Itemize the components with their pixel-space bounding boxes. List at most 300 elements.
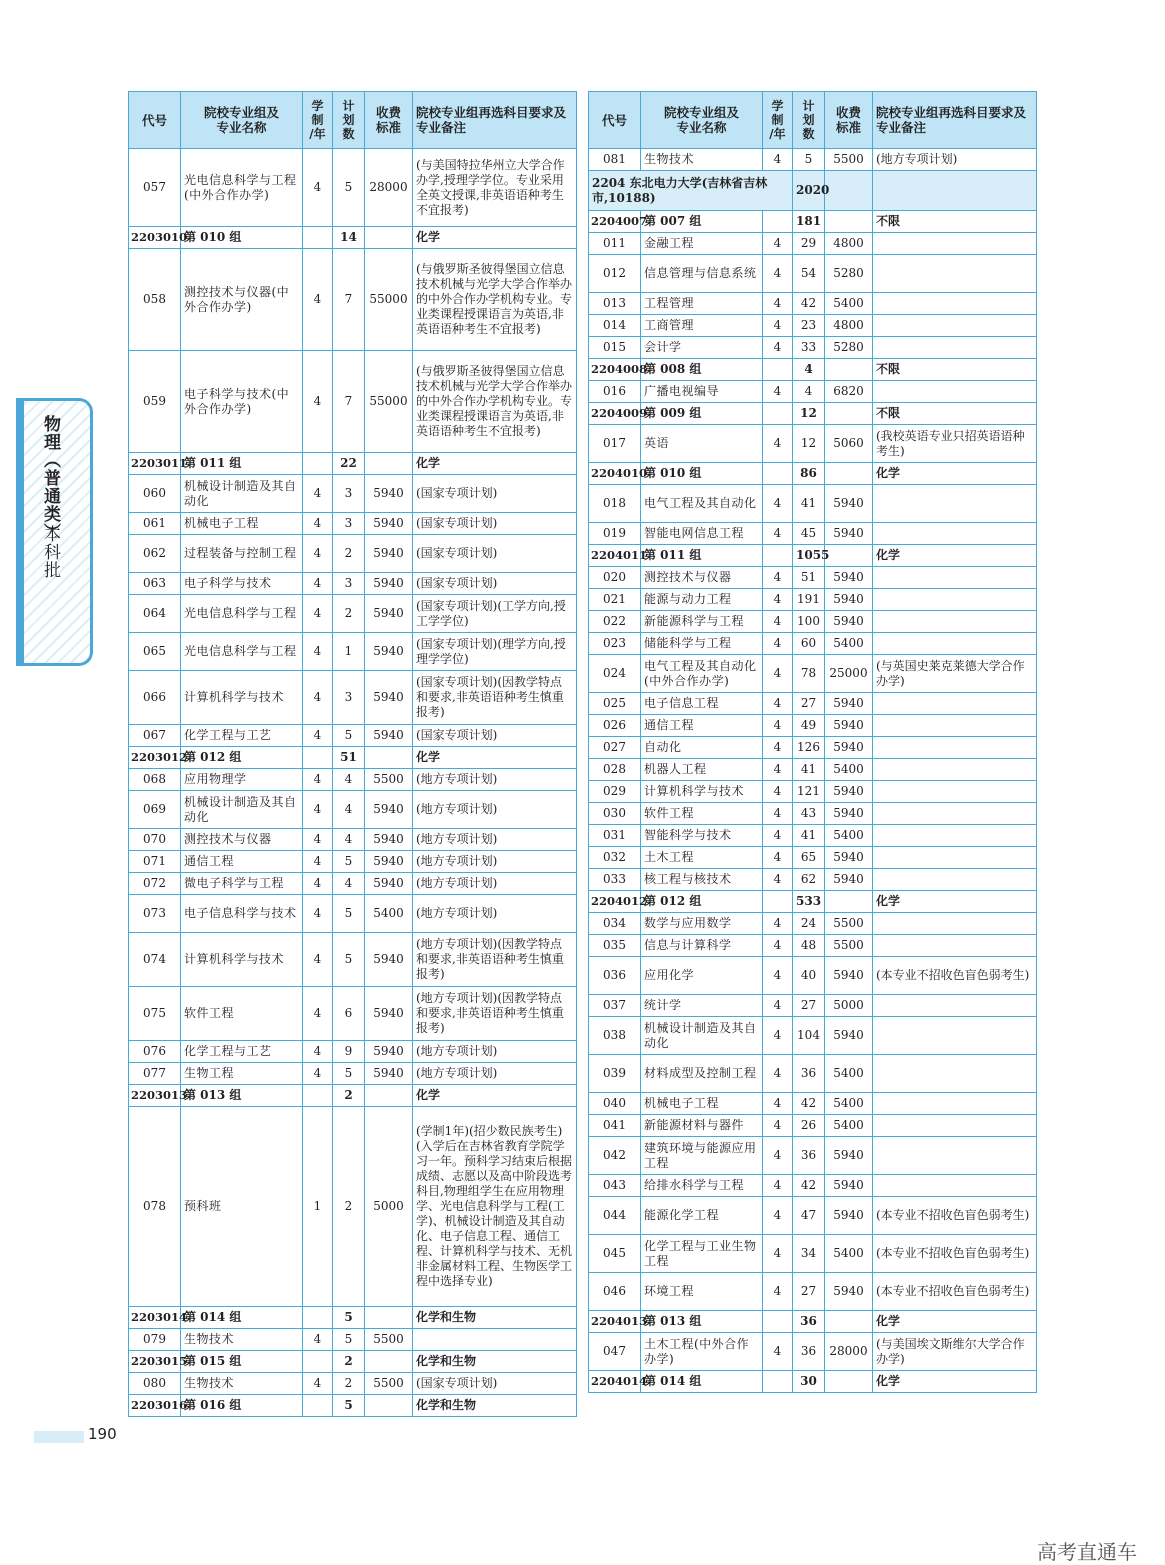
- study-years: 4: [763, 1273, 793, 1311]
- study-years: 4: [763, 1115, 793, 1137]
- group-subject-requirement: 化学: [873, 891, 1037, 913]
- major-name: 生物技术: [181, 1329, 303, 1351]
- tuition-fee: 5280: [825, 337, 873, 359]
- group-plan-count: 2: [333, 1085, 365, 1107]
- tuition-fee: 5940: [365, 851, 413, 873]
- major-name: 新能源科学与工程: [641, 611, 763, 633]
- group-code: 2204008: [589, 359, 641, 381]
- group-name: 第 009 组: [641, 403, 763, 425]
- plan-count: 41: [793, 825, 825, 847]
- major-note: (国家专项计划)(工学方向,授工学学位): [413, 595, 577, 633]
- group-fee-empty: [365, 1395, 413, 1417]
- major-code: 060: [129, 475, 181, 513]
- major-note: [873, 825, 1037, 847]
- major-name: 电子信息工程: [641, 693, 763, 715]
- group-code: 2204010: [589, 463, 641, 485]
- header-fee: 收费 标准: [365, 92, 413, 149]
- plan-count: 36: [793, 1055, 825, 1093]
- tuition-fee: 5940: [825, 611, 873, 633]
- table-row: [129, 873, 577, 895]
- plan-count: 47: [793, 1197, 825, 1235]
- major-name: 广播电视编导: [641, 381, 763, 403]
- group-fee-empty: [825, 1371, 873, 1393]
- group-years-empty: [763, 1311, 793, 1333]
- study-years: 4: [763, 149, 793, 171]
- group-years-empty: [303, 1351, 333, 1373]
- tuition-fee: 5940: [825, 803, 873, 825]
- table-header-row: [129, 92, 577, 149]
- group-fee-empty: [825, 403, 873, 425]
- major-code: 046: [589, 1273, 641, 1311]
- study-years: 4: [763, 523, 793, 545]
- table-row: [589, 935, 1037, 957]
- group-subject-requirement: 化学: [413, 453, 577, 475]
- major-name: 生物技术: [641, 149, 763, 171]
- header-note: 院校专业组再选科目要求及 专业备注: [873, 92, 1037, 149]
- plan-count: 27: [793, 995, 825, 1017]
- major-name: 测控技术与仪器: [641, 567, 763, 589]
- group-row: [589, 891, 1037, 913]
- group-fee-empty: [825, 891, 873, 913]
- major-code: 016: [589, 381, 641, 403]
- study-years: 4: [763, 913, 793, 935]
- group-plan-count: 22: [333, 453, 365, 475]
- major-note: [873, 589, 1037, 611]
- major-code: 076: [129, 1041, 181, 1063]
- group-row: [589, 1371, 1037, 1393]
- plan-count: 42: [793, 293, 825, 315]
- table-row: [129, 1373, 577, 1395]
- side-tab-category: 物理（普通类）: [40, 415, 60, 541]
- major-name: 计算机科学与技术: [181, 933, 303, 987]
- major-name: 电气工程及其自动化(中外合作办学): [641, 655, 763, 693]
- major-note: (地方专项计划): [413, 1041, 577, 1063]
- major-name: 储能科学与工程: [641, 633, 763, 655]
- major-note: (与俄罗斯圣彼得堡国立信息技术机械与光学大学合作举办的中外合作办学机构专业。专业类课程授课语言为英语,非英语语种考生不宜报考): [413, 249, 577, 351]
- major-code: 030: [589, 803, 641, 825]
- group-plan-count: 12: [793, 403, 825, 425]
- study-years: 4: [303, 895, 333, 933]
- group-name: 第 007 组: [641, 211, 763, 233]
- major-note: (本专业不招收色盲色弱考生): [873, 1273, 1037, 1311]
- table-row: [589, 693, 1037, 715]
- major-code: 029: [589, 781, 641, 803]
- group-code: 2204007: [589, 211, 641, 233]
- group-subject-requirement: 不限: [873, 403, 1037, 425]
- major-note: (国家专项计划)(理学方向,授理学学位): [413, 633, 577, 671]
- table-row: [589, 737, 1037, 759]
- tuition-fee: 5940: [825, 485, 873, 523]
- plan-count: 6: [333, 987, 365, 1041]
- group-row: [589, 359, 1037, 381]
- group-subject-requirement: 化学: [873, 1371, 1037, 1393]
- major-note: (与美国埃文斯维尔大学合作办学): [873, 1333, 1037, 1371]
- major-note: [873, 611, 1037, 633]
- major-name: 英语: [641, 425, 763, 463]
- study-years: 4: [763, 1197, 793, 1235]
- major-note: (地方专项计划): [413, 851, 577, 873]
- group-plan-count: 2: [333, 1351, 365, 1373]
- study-years: 4: [303, 595, 333, 633]
- tuition-fee: 5940: [825, 1273, 873, 1311]
- tuition-fee: 5400: [825, 293, 873, 315]
- major-note: [873, 1055, 1037, 1093]
- table-row: [129, 725, 577, 747]
- group-code: 2203014: [129, 1307, 181, 1329]
- tuition-fee: 5940: [825, 1175, 873, 1197]
- study-years: 4: [763, 803, 793, 825]
- group-fee-empty: [365, 1351, 413, 1373]
- table-row: [129, 671, 577, 725]
- study-years: 4: [303, 791, 333, 829]
- tuition-fee: 5500: [825, 935, 873, 957]
- major-note: (地方专项计划)(因教学特点和要求,非英语语种考生慎重报考): [413, 933, 577, 987]
- plan-count: 54: [793, 255, 825, 293]
- plan-count: 4: [333, 791, 365, 829]
- table-row: [589, 869, 1037, 891]
- study-years: 4: [303, 933, 333, 987]
- major-name: 通信工程: [181, 851, 303, 873]
- major-note: (地方专项计划): [413, 791, 577, 829]
- group-name: 第 012 组: [641, 891, 763, 913]
- group-subject-requirement: 化学和生物: [413, 1395, 577, 1417]
- table-row: [589, 781, 1037, 803]
- major-note: [873, 935, 1037, 957]
- major-code: 066: [129, 671, 181, 725]
- plan-count: 3: [333, 513, 365, 535]
- study-years: 4: [763, 935, 793, 957]
- group-plan-count: 51: [333, 747, 365, 769]
- study-years: 4: [763, 633, 793, 655]
- tuition-fee: 5940: [825, 957, 873, 995]
- major-code: 040: [589, 1093, 641, 1115]
- group-code: 2204013: [589, 1311, 641, 1333]
- major-name: 给排水科学与工程: [641, 1175, 763, 1197]
- major-name: 建筑环境与能源应用工程: [641, 1137, 763, 1175]
- major-note: [873, 485, 1037, 523]
- study-years: 4: [303, 535, 333, 573]
- page-number: 190: [88, 1425, 117, 1443]
- table-row: [589, 255, 1037, 293]
- major-code: 073: [129, 895, 181, 933]
- table-row: [129, 895, 577, 933]
- study-years: 4: [763, 869, 793, 891]
- study-years: 4: [763, 255, 793, 293]
- major-name: 核工程与核技术: [641, 869, 763, 891]
- major-name: 化学工程与工艺: [181, 1041, 303, 1063]
- group-name: 第 013 组: [641, 1311, 763, 1333]
- major-name: 机械设计制造及其自动化: [181, 475, 303, 513]
- group-row: [589, 1311, 1037, 1333]
- group-row: [129, 227, 577, 249]
- university-note-empty: [873, 171, 1037, 211]
- table-header-row: [589, 92, 1037, 149]
- header-code: 代号: [129, 92, 181, 149]
- tuition-fee: 4800: [825, 233, 873, 255]
- study-years: 4: [763, 1333, 793, 1371]
- major-note: (国家专项计划): [413, 475, 577, 513]
- plan-count: 5: [333, 149, 365, 227]
- group-code: 2203012: [129, 747, 181, 769]
- university-row: [589, 171, 1037, 211]
- major-name: 机械设计制造及其自动化: [641, 1017, 763, 1055]
- group-years-empty: [303, 747, 333, 769]
- group-subject-requirement: 化学和生物: [413, 1351, 577, 1373]
- group-code: 2204009: [589, 403, 641, 425]
- major-name: 电子科学与技术(中外合作办学): [181, 351, 303, 453]
- major-note: [873, 737, 1037, 759]
- side-tab-batch: 本科批: [40, 525, 60, 579]
- major-note: (与俄罗斯圣彼得堡国立信息技术机械与光学大学合作举办的中外合作办学机构专业。专业类课程授课语言为英语,非英语语种考生不宜报考): [413, 351, 577, 453]
- tuition-fee: 5940: [825, 781, 873, 803]
- plan-count: 36: [793, 1333, 825, 1371]
- study-years: 4: [303, 475, 333, 513]
- plan-count: 45: [793, 523, 825, 545]
- header-years: 学 制 /年: [763, 92, 793, 149]
- major-code: 037: [589, 995, 641, 1017]
- major-note: [873, 1175, 1037, 1197]
- study-years: 4: [303, 1329, 333, 1351]
- study-years: 4: [763, 315, 793, 337]
- table-row: [589, 337, 1037, 359]
- study-years: 4: [303, 1041, 333, 1063]
- group-row: [589, 545, 1037, 567]
- study-years: 4: [303, 769, 333, 791]
- major-code: 041: [589, 1115, 641, 1137]
- table-row: [589, 523, 1037, 545]
- table-row: [129, 1063, 577, 1085]
- group-fee-empty: [365, 227, 413, 249]
- table-row: [589, 589, 1037, 611]
- major-note: [873, 523, 1037, 545]
- study-years: 4: [303, 987, 333, 1041]
- group-row: [129, 453, 577, 475]
- study-years: 4: [763, 381, 793, 403]
- group-subject-requirement: 化学: [413, 747, 577, 769]
- major-name: 测控技术与仪器: [181, 829, 303, 851]
- group-fee-empty: [365, 453, 413, 475]
- major-name: 生物技术: [181, 1373, 303, 1395]
- table-row: [589, 1137, 1037, 1175]
- major-note: (我校英语专业只招英语语种考生): [873, 425, 1037, 463]
- major-name: 软件工程: [641, 803, 763, 825]
- major-note: (国家专项计划)(因教学特点和要求,非英语语种考生慎重报考): [413, 671, 577, 725]
- major-name: 微电子科学与工程: [181, 873, 303, 895]
- group-fee-empty: [825, 1311, 873, 1333]
- major-note: (国家专项计划): [413, 513, 577, 535]
- major-code: 020: [589, 567, 641, 589]
- table-row: [589, 381, 1037, 403]
- group-subject-requirement: 化学和生物: [413, 1307, 577, 1329]
- study-years: 4: [763, 293, 793, 315]
- plan-count: 2: [333, 535, 365, 573]
- plan-count: 121: [793, 781, 825, 803]
- major-name: 数学与应用数学: [641, 913, 763, 935]
- major-note: [873, 1115, 1037, 1137]
- tuition-fee: 5000: [365, 1107, 413, 1307]
- major-code: 038: [589, 1017, 641, 1055]
- major-code: 080: [129, 1373, 181, 1395]
- major-name: 金融工程: [641, 233, 763, 255]
- tuition-fee: 5400: [825, 1115, 873, 1137]
- major-name: 软件工程: [181, 987, 303, 1041]
- table-row: [589, 715, 1037, 737]
- major-code: 071: [129, 851, 181, 873]
- group-name: 第 014 组: [641, 1371, 763, 1393]
- study-years: 4: [763, 715, 793, 737]
- study-years: 4: [303, 149, 333, 227]
- study-years: 4: [763, 759, 793, 781]
- tuition-fee: 5400: [825, 1093, 873, 1115]
- side-tab: [16, 398, 93, 666]
- study-years: 4: [763, 1175, 793, 1197]
- group-subject-requirement: 不限: [873, 211, 1037, 233]
- major-code: 045: [589, 1235, 641, 1273]
- table-row: [589, 1115, 1037, 1137]
- major-code: 044: [589, 1197, 641, 1235]
- plan-count: 5: [333, 895, 365, 933]
- major-code: 035: [589, 935, 641, 957]
- major-code: 025: [589, 693, 641, 715]
- major-code: 015: [589, 337, 641, 359]
- major-code: 059: [129, 351, 181, 453]
- study-years: 4: [303, 249, 333, 351]
- group-code: 2204012: [589, 891, 641, 913]
- plan-count: 4: [333, 769, 365, 791]
- study-years: 4: [763, 847, 793, 869]
- group-code: 2203016: [129, 1395, 181, 1417]
- group-subject-requirement: 化学: [873, 545, 1037, 567]
- major-note: [873, 1137, 1037, 1175]
- table-row: [129, 791, 577, 829]
- plan-count: 9: [333, 1041, 365, 1063]
- major-note: [873, 255, 1037, 293]
- major-code: 063: [129, 573, 181, 595]
- table-row: [129, 249, 577, 351]
- major-note: (地方专项计划): [413, 1063, 577, 1085]
- plan-count: 62: [793, 869, 825, 891]
- tuition-fee: 5940: [365, 933, 413, 987]
- group-years-empty: [303, 1307, 333, 1329]
- group-name: 第 014 组: [181, 1307, 303, 1329]
- major-note: (国家专项计划): [413, 573, 577, 595]
- major-code: 058: [129, 249, 181, 351]
- table-row: [589, 611, 1037, 633]
- tuition-fee: 5060: [825, 425, 873, 463]
- group-name: 第 013 组: [181, 1085, 303, 1107]
- header-plan: 计 划 数: [333, 92, 365, 149]
- major-code: 027: [589, 737, 641, 759]
- major-note: [873, 781, 1037, 803]
- major-note: (地方专项计划): [413, 873, 577, 895]
- plan-count: 26: [793, 1115, 825, 1137]
- header-name: 院校专业组及 专业名称: [641, 92, 763, 149]
- plan-count: 24: [793, 913, 825, 935]
- plan-count: 126: [793, 737, 825, 759]
- major-name: 土木工程: [641, 847, 763, 869]
- major-code: 075: [129, 987, 181, 1041]
- major-name: 机械设计制造及其自动化: [181, 791, 303, 829]
- plan-count: 40: [793, 957, 825, 995]
- major-code: 065: [129, 633, 181, 671]
- table-row: [589, 913, 1037, 935]
- tuition-fee: 5940: [825, 869, 873, 891]
- major-code: 021: [589, 589, 641, 611]
- table-row: [589, 655, 1037, 693]
- major-name: 智能电网信息工程: [641, 523, 763, 545]
- tuition-fee: 5400: [365, 895, 413, 933]
- group-years-empty: [763, 1371, 793, 1393]
- major-name: 工商管理: [641, 315, 763, 337]
- group-row: [589, 403, 1037, 425]
- table-body-left: [129, 149, 577, 1417]
- header-plan: 计 划 数: [793, 92, 825, 149]
- major-code: 014: [589, 315, 641, 337]
- study-years: 4: [763, 485, 793, 523]
- study-years: 4: [763, 825, 793, 847]
- table-row: [129, 513, 577, 535]
- table-body-right: [589, 149, 1037, 1393]
- tuition-fee: 5940: [365, 671, 413, 725]
- table-row: [129, 1041, 577, 1063]
- plan-count: 3: [333, 573, 365, 595]
- major-note: (地方专项计划): [873, 149, 1037, 171]
- major-note: (地方专项计划): [413, 829, 577, 851]
- tuition-fee: 5940: [365, 513, 413, 535]
- table-row: [589, 1333, 1037, 1371]
- tuition-fee: 5940: [365, 595, 413, 633]
- plan-count: 191: [793, 589, 825, 611]
- study-years: 4: [303, 573, 333, 595]
- major-note: [873, 633, 1037, 655]
- major-code: 061: [129, 513, 181, 535]
- group-fee-empty: [825, 545, 873, 567]
- major-note: [873, 233, 1037, 255]
- table-row: [589, 1197, 1037, 1235]
- table-row: [129, 769, 577, 791]
- group-years-empty: [303, 1395, 333, 1417]
- tuition-fee: 5940: [365, 1063, 413, 1085]
- table-row: [589, 803, 1037, 825]
- major-code: 074: [129, 933, 181, 987]
- tuition-fee: 6820: [825, 381, 873, 403]
- admission-table-right: [588, 91, 1037, 1393]
- tuition-fee: 5940: [365, 791, 413, 829]
- major-name: 会计学: [641, 337, 763, 359]
- study-years: 4: [763, 655, 793, 693]
- major-name: 电子信息科学与技术: [181, 895, 303, 933]
- major-name: 材料成型及控制工程: [641, 1055, 763, 1093]
- major-note: [873, 1093, 1037, 1115]
- group-code: 2203011: [129, 453, 181, 475]
- study-years: 4: [303, 513, 333, 535]
- major-name: 智能科学与技术: [641, 825, 763, 847]
- major-note: (国家专项计划): [413, 725, 577, 747]
- major-name: 土木工程(中外合作办学): [641, 1333, 763, 1371]
- group-name: 第 011 组: [641, 545, 763, 567]
- study-years: 4: [303, 873, 333, 895]
- group-subject-requirement: 化学: [413, 227, 577, 249]
- group-fee-empty: [825, 211, 873, 233]
- tuition-fee: 5940: [825, 567, 873, 589]
- plan-count: 4: [793, 381, 825, 403]
- plan-count: 23: [793, 315, 825, 337]
- group-name: 第 010 组: [181, 227, 303, 249]
- group-plan-count: 36: [793, 1311, 825, 1333]
- tuition-fee: 28000: [365, 149, 413, 227]
- major-note: [873, 847, 1037, 869]
- major-name: 过程装备与控制工程: [181, 535, 303, 573]
